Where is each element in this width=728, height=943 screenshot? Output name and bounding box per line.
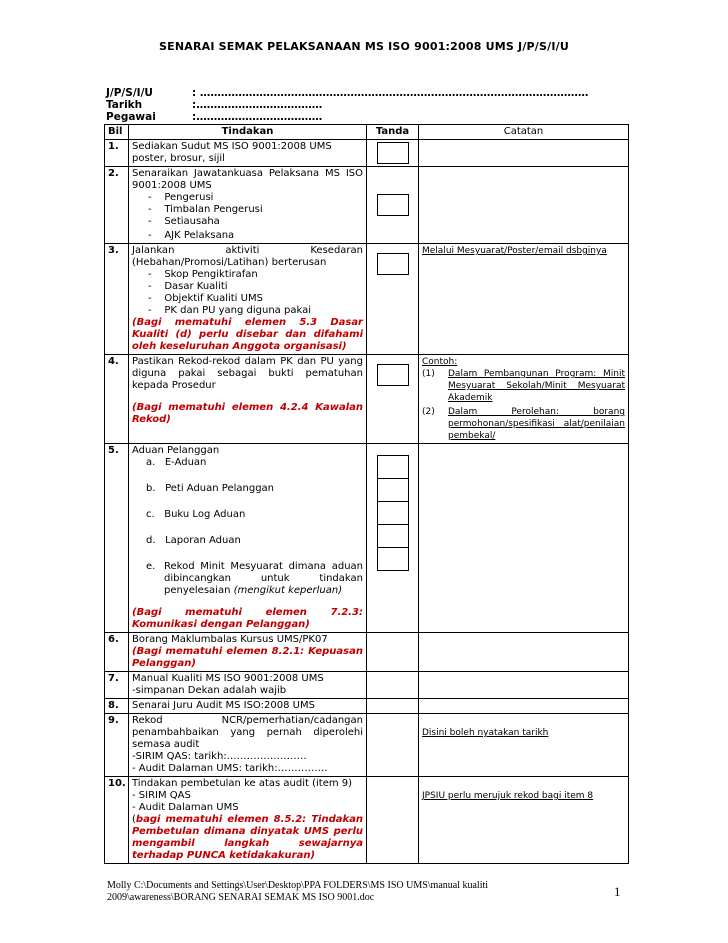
row-tindakan <box>129 244 367 355</box>
checkbox[interactable] <box>377 455 409 479</box>
list-item: - PK dan PU yang diguna pakai <box>148 305 311 316</box>
row-tanda <box>367 140 419 167</box>
checkbox[interactable] <box>377 502 409 525</box>
row-tanda <box>367 355 419 444</box>
jpsiu-value: : ………………………………………………………………………………………………… <box>192 87 589 99</box>
row-catatan <box>419 140 629 167</box>
element-reference: (bagi mematuhi elemen 8.5.2: Tindakan Pembetulan dimana dinyatak UMS perlu mengambil langkah sewajarnya terhadap PUNCA ketidakakuran) <box>132 814 363 861</box>
header-pegawai <box>106 111 322 123</box>
row-tanda <box>367 444 419 633</box>
col-tindakan: Tindakan <box>129 125 367 140</box>
checkbox[interactable] <box>377 194 409 216</box>
list-item: - Dasar Kualiti <box>148 281 228 292</box>
row-text: Senaraikan Jawatankuasa Pelaksana MS ISO 9001:2008 UMS <box>132 168 363 191</box>
row-tanda <box>367 714 419 777</box>
catatan-example: (2) Dalam Perolehan: borang permohonan/spesifikasi alat/penilaian pembekal/ <box>422 407 625 441</box>
row-tanda <box>367 244 419 355</box>
element-reference: (Bagi mematuhi elemen 5.3 Dasar Kualiti (d) perlu disebar dan difahami oleh keseluruhan Anggota organisasi) <box>132 317 363 352</box>
row-catatan <box>419 244 629 355</box>
row-tindakan <box>129 672 367 699</box>
row-catatan <box>419 699 629 714</box>
table-row <box>105 355 629 444</box>
table-header-row <box>105 125 629 140</box>
row-text: Borang Maklumbalas Kursus UMS/PK07 <box>132 634 328 645</box>
row-number: 10. <box>105 777 129 864</box>
row-tindakan <box>129 140 367 167</box>
tarikh-value: :……………………………… <box>192 99 323 111</box>
row-number: 7. <box>105 672 129 699</box>
row-number: 4. <box>105 355 129 444</box>
row-text: - SIRIM QAS <box>132 790 191 801</box>
page-number: 1 <box>614 884 621 899</box>
row-text: Tindakan pembetulan ke atas audit (item 9) <box>132 778 353 789</box>
catatan-note: Melalui Mesyuarat/Poster/email dsbginya <box>422 246 607 256</box>
col-bil: Bil <box>105 125 129 140</box>
row-text: - Audit Dalaman UMS: tarikh:…………… <box>132 763 328 774</box>
row-tanda <box>367 167 419 244</box>
row-tanda <box>367 777 419 864</box>
col-tanda: Tanda <box>367 125 419 140</box>
catatan-note: Disini boleh nyatakan tarikh <box>422 728 549 738</box>
element-reference: (Bagi mematuhi elemen 4.2.4 Kawalan Rekod) <box>132 402 363 425</box>
list-item: - Skop Pengiktirafan <box>148 269 258 280</box>
document-title: SENARAI SEMAK PELAKSANAAN MS ISO 9001:2008 UMS J/P/S/I/U <box>159 40 569 53</box>
row-number: 1. <box>105 140 129 167</box>
checkbox[interactable] <box>377 548 409 571</box>
element-reference: (Bagi mematuhi elemen 8.2.1: Kepuasan Pelanggan) <box>132 646 363 669</box>
table-row <box>105 777 629 864</box>
checklist-table <box>104 124 629 864</box>
row-catatan <box>419 355 629 444</box>
checkbox[interactable] <box>377 253 409 275</box>
row-catatan <box>419 633 629 672</box>
row-catatan <box>419 714 629 777</box>
row-tanda <box>367 672 419 699</box>
row-number: 9. <box>105 714 129 777</box>
row-number: 2. <box>105 167 129 244</box>
row-text: Manual Kualiti MS ISO 9001:2008 UMS <box>132 673 324 684</box>
col-catatan: Catatan <box>419 125 629 140</box>
row-tindakan <box>129 714 367 777</box>
list-item: c. Buku Log Aduan <box>146 509 246 520</box>
row-tindakan <box>129 777 367 864</box>
row-tanda <box>367 633 419 672</box>
list-item: - Objektif Kualiti UMS <box>148 293 263 304</box>
table-row <box>105 140 629 167</box>
row-catatan <box>419 672 629 699</box>
row-tindakan <box>129 355 367 444</box>
row-number: 3. <box>105 244 129 355</box>
table-row <box>105 244 629 355</box>
row-number: 6. <box>105 633 129 672</box>
row-text: Rekod NCR/pemerhatian/cadangan penambahbaikan yang pernah diperolehi semasa audit <box>132 715 363 750</box>
row-text: Aduan Pelanggan <box>132 445 220 456</box>
row-text: Senarai Juru Audit MS ISO:2008 UMS <box>132 700 315 711</box>
footer-path: Molly C:\Documents and Settings\User\Desktop\PPA FOLDERS\MS ISO UMS\manual kualiti 2009\awareness\BORANG SENARAI SEMAK MS ISO 9001.doc <box>107 880 489 903</box>
row-number: 8. <box>105 699 129 714</box>
catatan-note: JPSIU perlu merujuk rekod bagi item 8 <box>422 791 594 801</box>
row-text: Pastikan Rekod-rekod dalam PK dan PU yang diguna pakai sebagai bukti pematuhan kepada Prosedur <box>132 356 363 391</box>
header-jpsiu <box>106 87 588 99</box>
row-catatan <box>419 167 629 244</box>
pegawai-value: :……………………………… <box>192 111 323 123</box>
checkbox[interactable] <box>377 142 409 164</box>
list-item: d. Laporan Aduan <box>146 535 241 546</box>
list-item: b. Peti Aduan Pelanggan <box>146 483 275 494</box>
row-catatan <box>419 777 629 864</box>
catatan-note-label: Contoh: <box>422 357 458 367</box>
list-item: e. Rekod Minit Mesyuarat dimana aduan dibincangkan untuk tindakan penyelesaian (mengikut keperluan) <box>146 561 363 596</box>
row-text: Jalankan aktiviti Kesedaran (Hebahan/Promosi/Latihan) berterusan <box>132 245 363 268</box>
table-row <box>105 699 629 714</box>
pegawai-label: Pegawai <box>106 111 156 123</box>
row-tindakan <box>129 633 367 672</box>
list-item: - Setiausaha <box>148 216 220 227</box>
header-tarikh <box>106 99 322 111</box>
checkbox[interactable] <box>377 479 409 502</box>
list-item: - Timbalan Pengerusi <box>148 204 263 215</box>
checkbox[interactable] <box>377 364 409 386</box>
row-catatan <box>419 444 629 633</box>
table-row <box>105 714 629 777</box>
list-item: a. E-Aduan <box>146 457 207 468</box>
row-text: Sediakan Sudut MS ISO 9001:2008 UMS poster, brosur, sijil <box>132 141 332 164</box>
table-row <box>105 444 629 633</box>
list-item: - Pengerusi <box>148 192 214 203</box>
table-row <box>105 167 629 244</box>
list-item: - AJK Pelaksana <box>148 230 235 241</box>
catatan-example: (1) Dalam Pembangunan Program: Minit Mesyuarat Sekolah/Minit Mesyuarat Akademik <box>422 369 625 403</box>
row-text: -simpanan Dekan adalah wajib <box>132 685 287 696</box>
row-tanda <box>367 699 419 714</box>
table-row <box>105 672 629 699</box>
row-tindakan <box>129 444 367 633</box>
tarikh-label: Tarikh <box>106 99 143 111</box>
table-row <box>105 633 629 672</box>
row-number: 5. <box>105 444 129 633</box>
jpsiu-label: J/P/S/I/U <box>106 87 153 99</box>
row-text: - Audit Dalaman UMS <box>132 802 239 813</box>
element-reference: (Bagi mematuhi elemen 7.2.3: Komunikasi dengan Pelanggan) <box>132 607 363 630</box>
row-tindakan <box>129 167 367 244</box>
row-text: -SIRIM QAS: tarikh:…………………… <box>132 751 307 762</box>
checkbox[interactable] <box>377 525 409 548</box>
row-tindakan <box>129 699 367 714</box>
